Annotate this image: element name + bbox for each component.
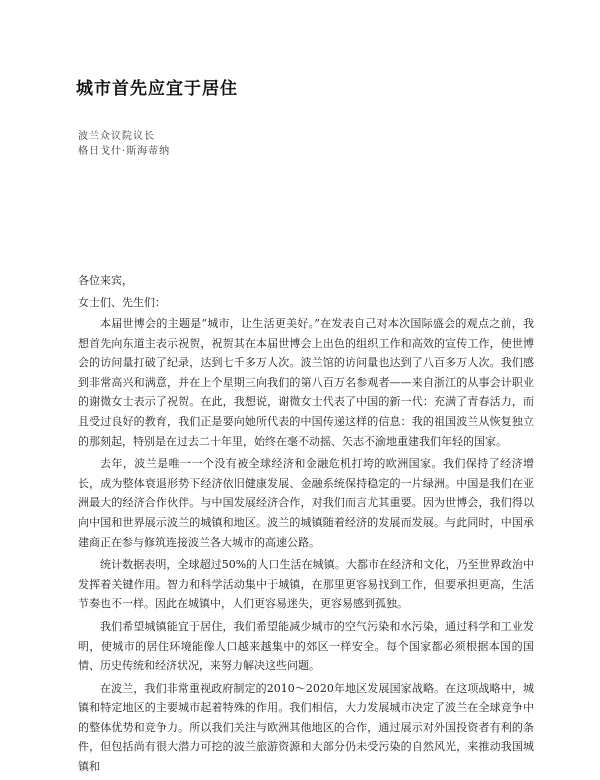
author-name: 格日戈什·斯海蒂纳 [78,146,171,157]
paragraph: 本届世博会的主题是“城市，让生活更美好。”在发表自己对本次国际盛会的观点之前，我想首先向东道主表示祝贺，祝贺其在本届世博会上出色的组织工作和高效的宣传工作，使世博会的访问量打破了纪录，达到七千多万人次。波兰馆的访问量也达到了八百多万人次。我们感到非常高兴和满意，并在上个星期三向我们的第八百万名参观者——来自浙江的从事会计职业的谢微女士表示了祝贺。在此，我想说，谢微女士代表了中国的新一代：充满了青春活力，而且受过良好的教育，我们正是要向她所代表的中国传递这样的信息：我的祖国波兰从恢复独立的那刻起，特别是在过去二十年里，始终在毫不动摇、矢志不渝地重建我们年轻的国家。 [78,317,534,448]
paragraph: 去年，波兰是唯一一个没有被全球经济和金融危机打垮的欧洲国家。我们保持了经济增长，成为整体衰退形势下经济依旧健康发展、金融系统保持稳定的一片绿洲。中国是我们在亚洲最大的经济合作伙伴。与中国发展经济合作，对我们而言尤其重要。因为世博会，我们得以向中国和世界展示波兰的城镇和地区。波兰的城镇随着经济的发展而发展。与此同时，中国承建商正在参与修筑连接波兰各大城市的高速公路。 [78,457,534,549]
paragraph: 我们希望城镇能宜于居住，我们希望能减少城市的空气污染和水污染，通过科学和工业发明，使城市的居住环境能像人口越来越集中的郊区一样安全。每个国家都必须根据本国的国情、历史传统和经济状况，来努力解决这些问题。 [78,619,534,673]
salutation-audience: 女士们、先生们： [78,296,166,309]
paragraph: 在波兰，我们非常重视政府制定的2010～2020年地区发展国家战略。在这项战略中，城镇和特定地区的主要城市起着特殊的作用。我们相信，大力发展城市决定了波兰在全球竞争中的整体优势和竞争力。所以我们关注与欧洲其他地区的合作，通过展示对外国投资者有利的条件，但包括尚有很大潜力可挖的波兰旅游资源和大部分仍未受污染的自然风光，来推动我国城镇和 [78,681,534,774]
salutation-guests: 各位来宾， [78,274,133,287]
paragraph: 统计数据表明，全球超过50%的人口生活在城镇。大都市在经济和文化，乃至世界政治中发挥着关键作用。智力和科学活动集中于城镇，在那里更容易找到工作，但要承担更高，生活节奏也不一样。因此在城镇中，人们更容易迷失，更容易感到孤独。 [78,558,534,611]
article-body [78,314,534,780]
author-role: 波兰众议院议长 [78,131,155,142]
article-title: 城市首先应宜于居住 [76,79,238,99]
